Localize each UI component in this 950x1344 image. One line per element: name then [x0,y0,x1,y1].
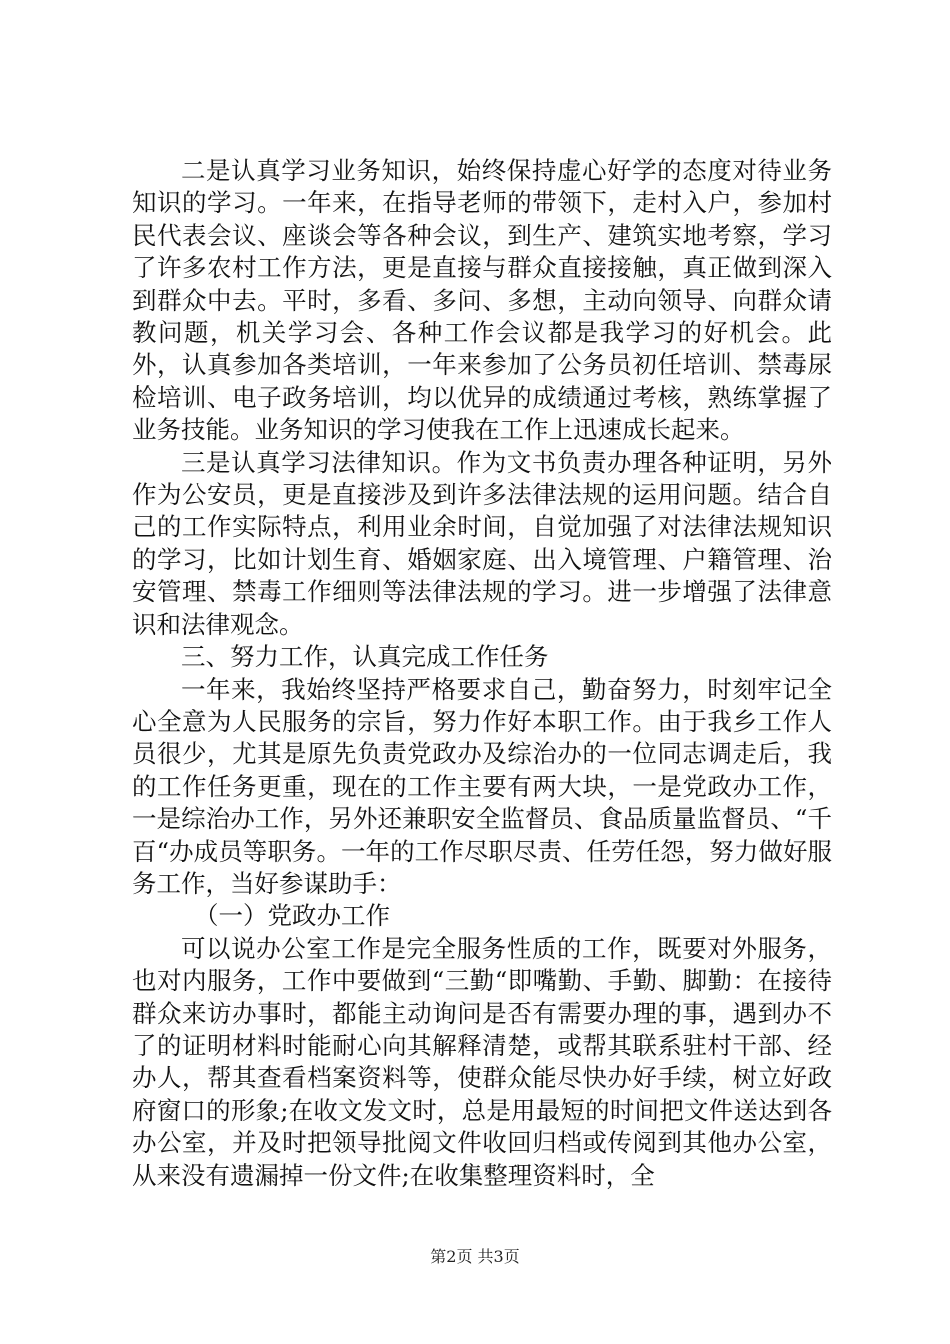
page-footer [0,1244,950,1267]
subsection-heading: （一）党政办工作 [194,901,390,931]
section-heading: 三、努力工作，认真完成工作任务 [181,642,549,672]
paragraph-legal-knowledge: 三是认真学习法律知识。作为文书负责办理各种证明，另外作为公安员，更是直接涉及到许多法律法规的运用问题。结合自己的工作实际特点，利用业余时间，自觉加强了对法律法规知识的学习，比如计划生育、婚姻家庭、出入境管理、户籍管理、治安管理、禁毒工作细则等法律法规的学习。进一步增强了法律意识和法律观念。 [132,447,832,639]
paragraph-work-overview: 一年来，我始终坚持严格要求自己，勤奋努力，时刻牢记全心全意为人民服务的宗旨，努力作好本职工作。由于我乡工作人员很少，尤其是原先负责党政办及综治办的一位同志调走后，我的工作任务更重，现在的工作主要有两大块，一是党政办工作，一是综治办工作，另外还兼职安全监督员、食品质量监督员、“千百“办成员等职务。一年的工作尽职尽责、任劳任怨，努力做好服务工作，当好参谋助手： [132,674,832,898]
paragraph-office-work: 可以说办公室工作是完全服务性质的工作，既要对外服务，也对内服务，工作中要做到“三勤“即嘴勤、手勤、脚勤：在接待群众来访办事时，都能主动询问是否有需要办理的事，遇到办不了的证明材料时能耐心向其解释清楚，或帮其联系驻村干部、经办人，帮其查看档案资料等，使群众能尽快办好手续，树立好政府窗口的形象;在收文发文时，总是用最短的时间把文件送达到各办公室，并及时把领导批阅文件收回归档或传阅到其他办公室，从来没有遗漏掉一份文件;在收集整理资料时，全 [132,933,832,1190]
page-number-label: 第2页 共3页 [430,1247,520,1266]
document-body [132,155,832,1192]
paragraph-business-knowledge: 二是认真学习业务知识，始终保持虚心好学的态度对待业务知识的学习。一年来，在指导老师的带领下，走村入户，参加村民代表会议、座谈会等各种会议，到生产、建筑实地考察，学习了许多农村工作方法，更是直接与群众直接接触，真正做到深入到群众中去。平时，多看、多问、多想，主动向领导、向群众请教问题，机关学习会、各种工作会议都是我学习的好机会。此外，认真参加各类培训，一年来参加了公务员初任培训、禁毒尿检培训、电子政务培训，均以优异的成绩通过考核，熟练掌握了业务技能。业务知识的学习使我在工作上迅速成长起来。 [132,156,832,445]
